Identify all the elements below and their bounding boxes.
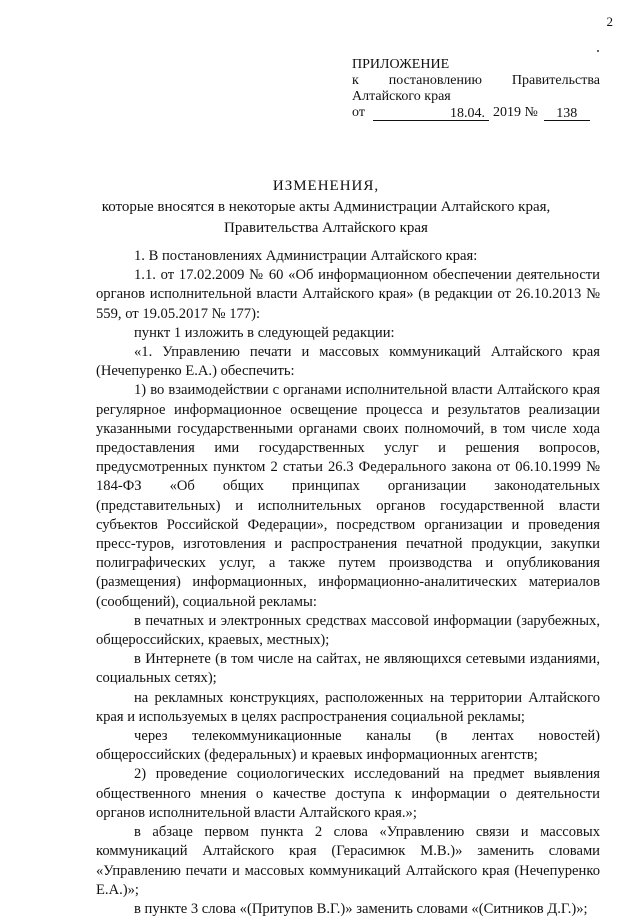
paragraph: через телекоммуникационные каналы (в лентах новостей) общероссийских (федеральных) и краевых информационных агентств; <box>96 728 600 764</box>
document-body <box>96 247 600 919</box>
document-heading <box>40 176 612 239</box>
paragraph: в печатных и электронных средствах массовой информации (зарубежных, общероссийских, краевых, местных); <box>96 612 600 649</box>
paragraph: 1) во взаимодействии с органами исполнительной власти Алтайского края регулярное информационное освещение процесса и результатов реализации указанными государственными органами своих полномочий, в том числе хода предоставления ими государственных услуг и решения вопросов, предусмотренных пунктом 2 статьи 26.3 Федерального закона от 06.10.1999 № 184-ФЗ «Об общих принципах организации законодательных (представительных) и исполнительных органов государственной власти субъектов Российской Федерации», посредством организации и проведения пресс-туров, изготовления и распространения печатной продукции, закупки полиграфических услуг, а также путем производства и опубликования (размещения) информационных, информационно-аналитических материалов (сообщений), социальной рекламы: <box>96 382 600 610</box>
paragraph: 1.1. от 17.02.2009 № 60 «Об информационном обеспечении деятельности органов исполнительной власти Алтайского края» (в редакции от 26.10.2013 № 559, от 19.05.2017 № 177): <box>96 267 600 322</box>
appendix-line-1 <box>352 73 600 89</box>
heading-subtitle-1: которые вносятся в некоторые акты Администрации Алтайского края, <box>101 199 551 215</box>
appendix-number: 138 <box>544 107 590 121</box>
appendix-word-decree: постановлению <box>388 73 482 88</box>
paragraph: в пункте 3 слова «(Притупов В.Г.)» заменить словами «(Ситников Д.Г.)»; <box>134 900 588 917</box>
paragraph: в Интернете (в том числе на сайтах, не являющихся сетевыми изданиями, социальных сетях); <box>96 651 600 687</box>
appendix-date-row <box>352 105 600 121</box>
paragraph: на рекламных конструкциях, расположенных на территории Алтайского края и используемых в целях распространения социальной рекламы; <box>96 689 600 725</box>
page-number: 2 <box>606 14 613 29</box>
paragraph: в абзаце первом пункта 2 слова «Управлению связи и массовых коммуникаций Алтайского края (Герасимюк М.В.)» заменить словами «Управлению печати и массовых коммуникаций Алтайского края (Нечепуренко Е.А.)»; <box>96 824 600 898</box>
appendix-word-government: Правительства <box>511 73 600 88</box>
appendix-block <box>352 57 600 121</box>
paragraph: «1. Управлению печати и массовых коммуникаций Алтайского края (Нечепуренко Е.А.) обеспечить: <box>96 344 600 380</box>
appendix-date: 18.04. <box>373 107 489 121</box>
appendix-k: к <box>352 73 359 88</box>
appendix-line-2: Алтайского края <box>352 89 451 104</box>
heading-title: ИЗМЕНЕНИЯ, <box>272 178 380 194</box>
appendix-year: 2019 № <box>492 105 538 120</box>
paragraph: пункт 1 изложить в следующей редакции: <box>134 324 395 341</box>
appendix-title: ПРИЛОЖЕНИЕ <box>352 57 450 72</box>
appendix-from-label: от <box>352 105 365 120</box>
paragraph: 2) проведение социологических исследований на предмет выявления общественного мнения о качестве доступа к информации о деятельности органов исполнительной власти Алтайского края.»; <box>96 766 600 821</box>
heading-subtitle-2: Правительства Алтайского края <box>224 220 428 236</box>
scan-speck <box>597 50 599 52</box>
paragraph: 1. В постановлениях Администрации Алтайского края: <box>134 248 478 264</box>
